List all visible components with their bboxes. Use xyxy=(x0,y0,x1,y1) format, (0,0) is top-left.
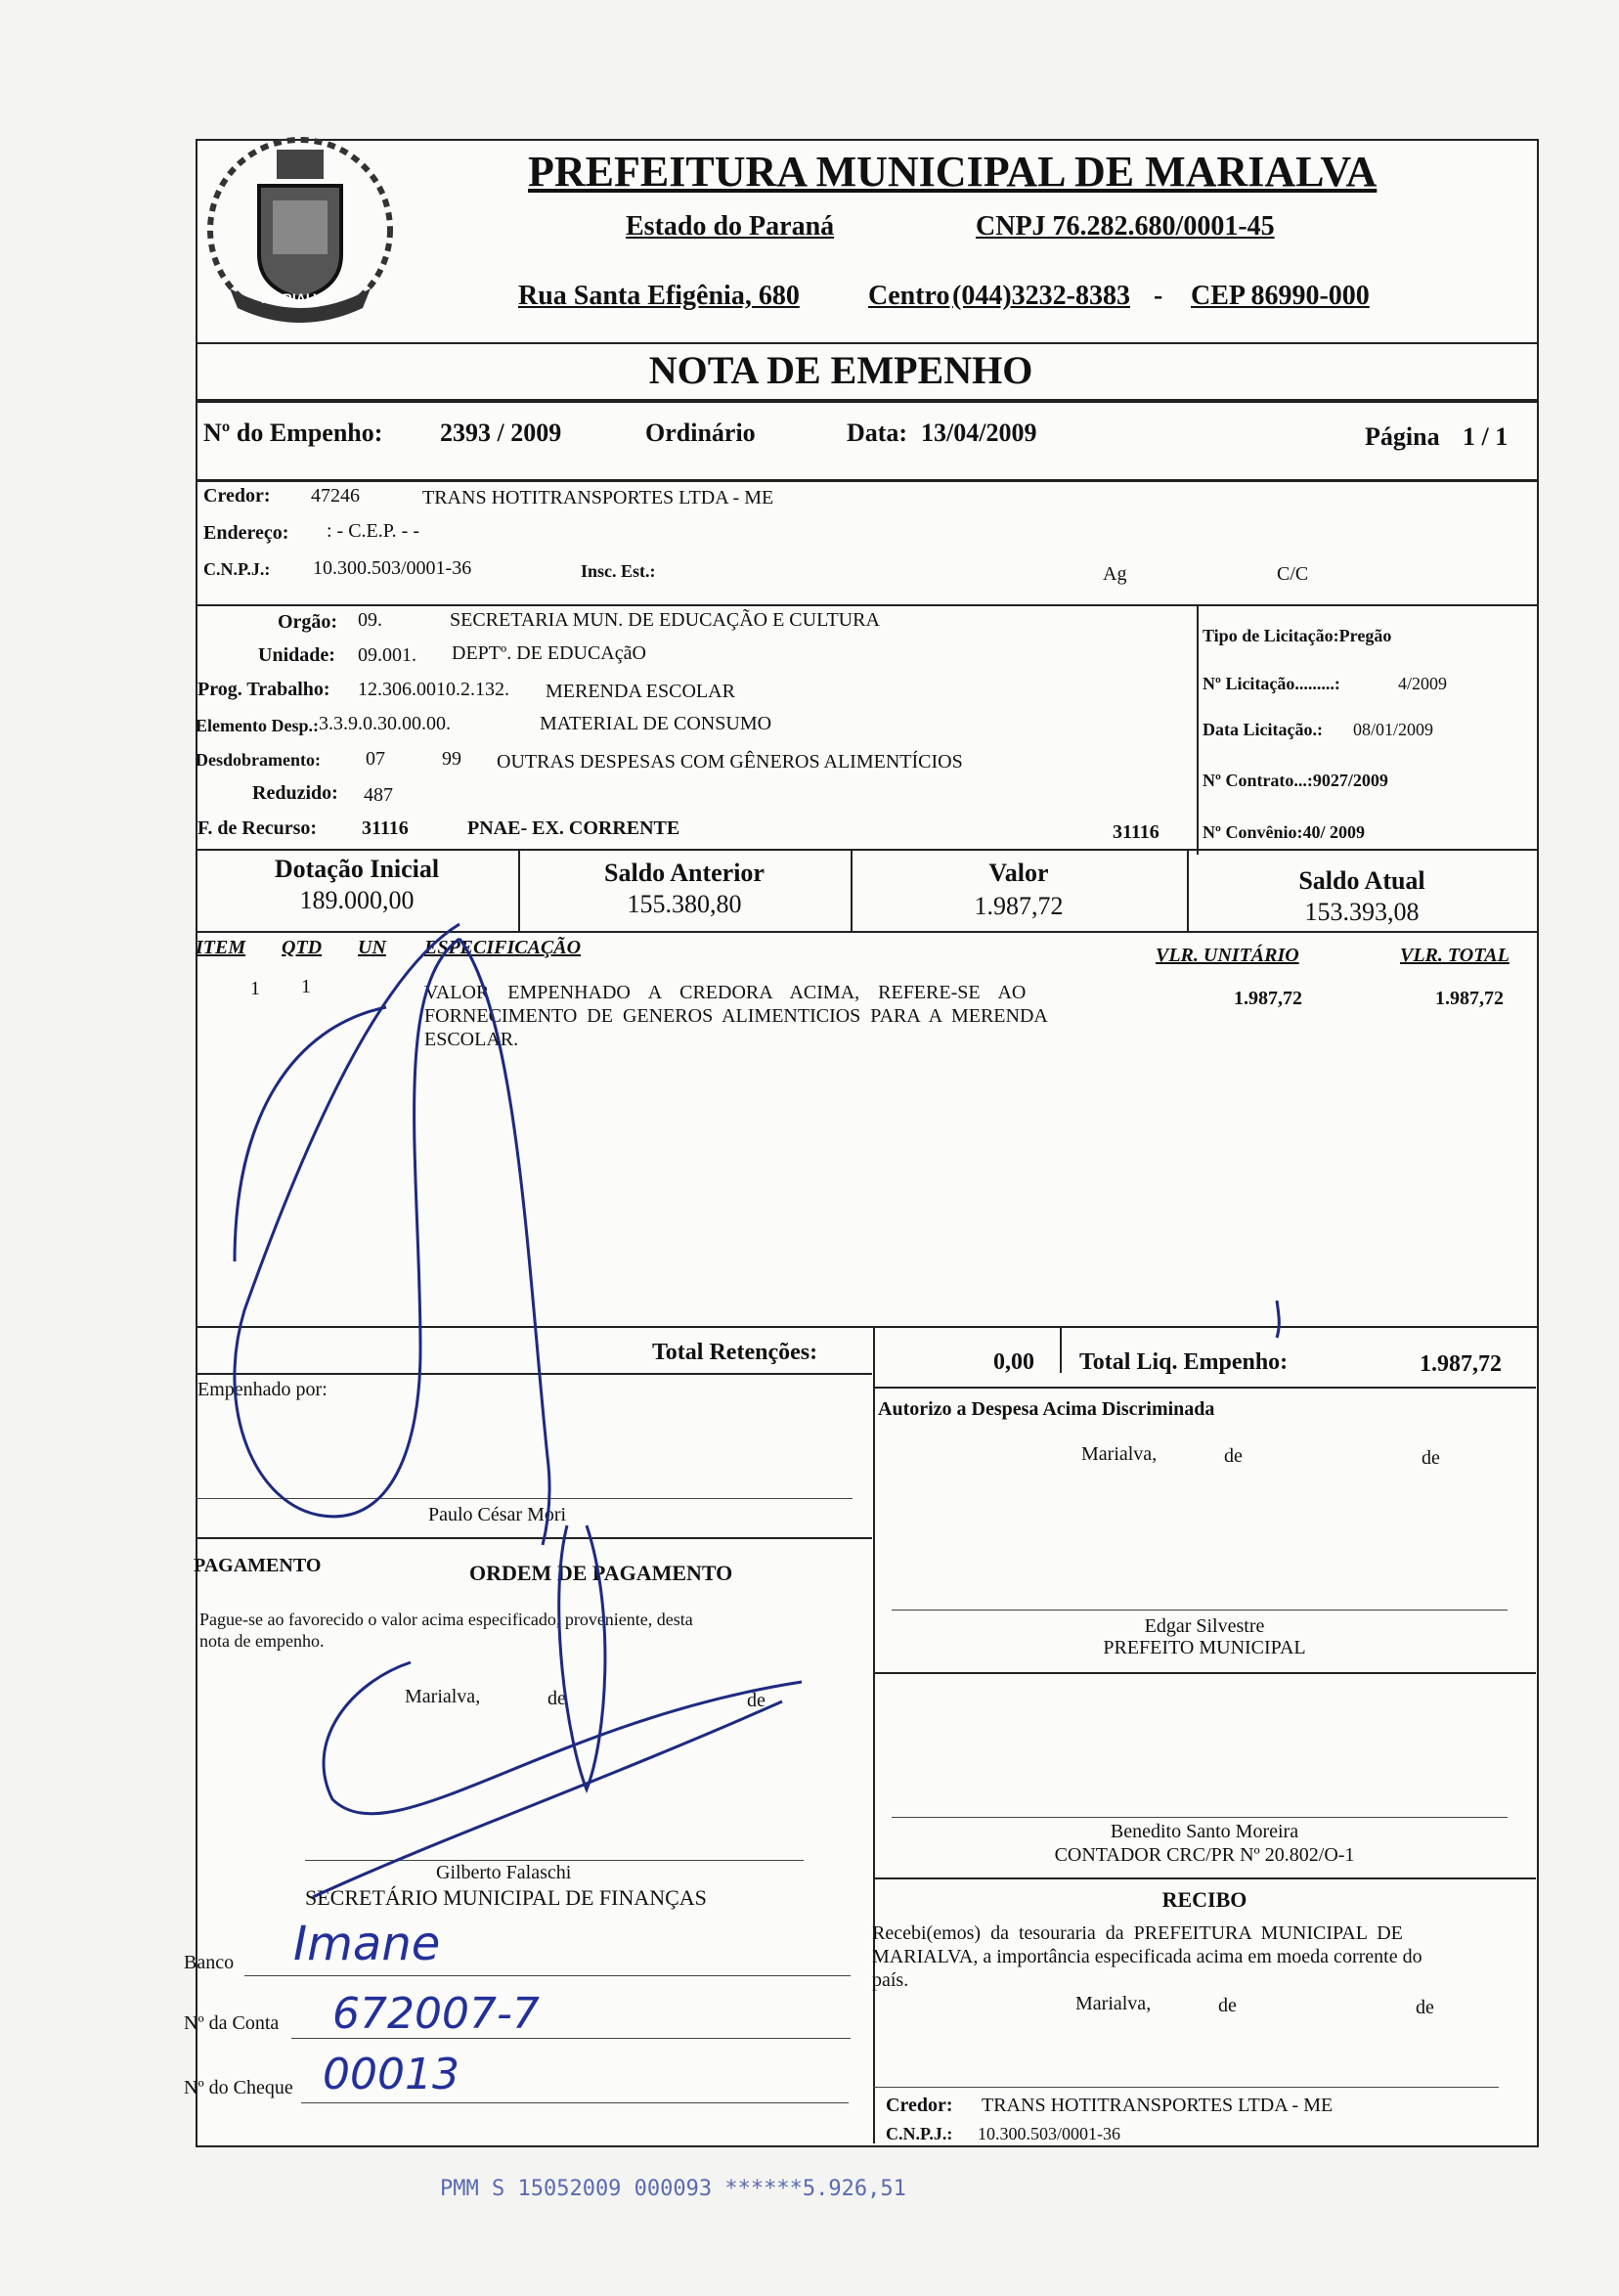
cheque-value: 00013 xyxy=(323,2050,459,2099)
empenho-number-label: Nº do Empenho: xyxy=(203,419,383,447)
cheque-label: Nº do Cheque xyxy=(184,2077,293,2098)
secretario-signer: Gilberto Falaschi xyxy=(436,1862,572,1883)
crest-text: MARIALVA xyxy=(261,290,331,306)
retencoes-label: Total Retenções: xyxy=(652,1340,818,1365)
autorizo-de2: de xyxy=(1422,1447,1440,1469)
state: Estado do Paraná xyxy=(626,211,835,242)
desdobramento-label: Desdobramento: xyxy=(196,750,321,770)
prog-label: Prog. Trabalho: xyxy=(197,679,330,700)
credor-label: Credor: xyxy=(203,485,271,507)
row-total: 1.987,72 xyxy=(1435,988,1504,1009)
col-total: VLR. TOTAL xyxy=(1400,945,1510,966)
recibo-text-line1: Recebi(emos) da tesouraria da PREFEITURA MUNICIPAL DE xyxy=(872,1922,1403,1944)
tipo-licitacao: Tipo de Licitação:Pregão xyxy=(1203,626,1392,645)
desdobramento-name: OUTRAS DESPESAS COM GÊNEROS ALIMENTÍCIOS xyxy=(497,751,963,773)
autorizo-de1: de xyxy=(1224,1445,1243,1467)
recibo-credor-label: Credor: xyxy=(886,2095,953,2116)
address-label: Endereço: xyxy=(203,522,289,544)
pagamento-de1: de xyxy=(547,1688,566,1709)
address: Rua Santa Efigênia, 680 xyxy=(518,281,800,311)
ordem-pagamento-title: ORDEM DE PAGAMENTO xyxy=(469,1561,733,1585)
prog-name: MERENDA ESCOLAR xyxy=(546,681,735,702)
autorizo-signer: Edgar Silvestre xyxy=(1144,1615,1265,1637)
cep: CEP 86990-000 xyxy=(1191,281,1370,311)
recibo-text-line3: país. xyxy=(872,1969,909,1991)
pagamento-de2: de xyxy=(747,1690,766,1711)
col-un: UN xyxy=(358,937,386,958)
recurso-code: 31116 xyxy=(362,817,409,839)
credor-address: : - C.E.P. - - xyxy=(327,520,419,542)
autorizo-title: Autorizo a Despesa Acima Discriminada xyxy=(878,1398,1215,1420)
row-spec-line3: ESCOLAR. xyxy=(424,1029,519,1050)
banco-value: Imane xyxy=(293,1917,441,1971)
dotacao-value: 189.000,00 xyxy=(299,886,415,914)
licitacao-number-label: Nº Licitação.........: xyxy=(1203,674,1340,693)
valor-value: 1.987,72 xyxy=(974,892,1064,920)
row-spec-line1: VALOR EMPENHADO A CREDORA ACIMA, REFERE-SE AO xyxy=(424,982,1027,1003)
district: Centro xyxy=(868,281,950,311)
processing-stamp: PMM S 15052009 000093 ******5.926,51 xyxy=(440,2177,906,2201)
recibo-de1: de xyxy=(1218,1995,1237,2016)
empenho-number: 2393 / 2009 xyxy=(440,419,562,447)
recurso-name: PNAE- EX. CORRENTE xyxy=(467,817,680,839)
conta-label: Nº da Conta xyxy=(184,2012,280,2034)
valor-label: Valor xyxy=(988,859,1049,887)
recibo-cnpj-label: C.N.P.J.: xyxy=(886,2124,953,2143)
saldo-atual-label: Saldo Atual xyxy=(1298,866,1425,895)
cep-separator: - xyxy=(1154,281,1163,311)
page-label: Página xyxy=(1365,422,1440,451)
desdobramento-sub: 99 xyxy=(442,748,461,770)
page-number: 1 / 1 xyxy=(1463,422,1509,451)
unidade-label: Unidade: xyxy=(258,644,335,666)
phone: (044)3232-8383 xyxy=(952,281,1130,311)
elemento-name: MATERIAL DE CONSUMO xyxy=(540,713,772,734)
recibo-text-line2: MARIALVA, a importância especificada acima em moeda corrente do xyxy=(872,1946,1422,1967)
unidade-code: 09.001. xyxy=(358,644,416,666)
saldo-atual-value: 153.393,08 xyxy=(1304,898,1420,926)
liquido-value: 1.987,72 xyxy=(1420,1351,1502,1377)
conta-value: 672007-7 xyxy=(332,1989,540,2039)
desdobramento-code: 07 xyxy=(366,748,385,770)
pagamento-text-line2: nota de empenho. xyxy=(199,1631,325,1651)
recibo-title: RECIBO xyxy=(1161,1887,1247,1912)
row-qtd: 1 xyxy=(301,976,311,997)
recibo-de2: de xyxy=(1416,1997,1434,2018)
pagamento-text-line1: Pague-se ao favorecido o valor acima especificado, proveniente, desta xyxy=(199,1610,693,1629)
credor-name: TRANS HOTITRANSPORTES LTDA - ME xyxy=(422,487,774,508)
licitacao-number: 4/2009 xyxy=(1398,674,1448,693)
recurso-label: F. de Recurso: xyxy=(197,817,318,839)
cc-label: C/C xyxy=(1277,563,1309,585)
credor-code: 47246 xyxy=(311,485,360,507)
licitacao-date-label: Data Licitação.: xyxy=(1203,720,1323,739)
col-spec: ESPECIFICAÇÃO xyxy=(424,937,582,958)
insc-label: Insc. Est.: xyxy=(581,561,656,581)
recibo-credor-name: TRANS HOTITRANSPORTES LTDA - ME xyxy=(982,2095,1334,2116)
row-unit-price: 1.987,72 xyxy=(1234,988,1302,1009)
orgao-name: SECRETARIA MUN. DE EDUCAÇÃO E CULTURA xyxy=(450,609,880,631)
saldo-anterior-value: 155.380,80 xyxy=(627,890,742,918)
cnpj-label: C.N.P.J.: xyxy=(203,559,271,579)
orgao-code: 09. xyxy=(358,609,382,631)
pagamento-label: PAGAMENTO xyxy=(194,1555,322,1576)
cnpj-header: CNPJ 76.282.680/0001-45 xyxy=(976,211,1275,242)
dotacao-label: Dotação Inicial xyxy=(274,855,440,883)
recibo-cnpj: 10.300.503/0001-36 xyxy=(978,2124,1120,2143)
saldo-anterior-label: Saldo Anterior xyxy=(604,859,765,887)
contador-role: CONTADOR CRC/PR Nº 20.802/O-1 xyxy=(1054,1844,1355,1866)
recibo-city: Marialva, xyxy=(1075,1993,1152,2014)
licitacao-date: 08/01/2009 xyxy=(1353,720,1434,739)
reduzido-label: Reduzido: xyxy=(252,782,338,804)
elemento-code: 3.3.9.0.30.00.00. xyxy=(319,713,451,734)
convenio: Nº Convênio:40/ 2009 xyxy=(1203,822,1365,842)
banco-label: Banco xyxy=(184,1952,235,1973)
credor-cnpj: 10.300.503/0001-36 xyxy=(313,557,472,579)
row-item: 1 xyxy=(250,978,260,999)
empenhado-label: Empenhado por: xyxy=(197,1379,328,1400)
date-value: 13/04/2009 xyxy=(921,419,1037,447)
secretario-role: SECRETÁRIO MUNICIPAL DE FINANÇAS xyxy=(305,1885,707,1910)
col-qtd: QTD xyxy=(282,937,323,958)
liquido-label: Total Liq. Empenho: xyxy=(1079,1349,1289,1375)
recurso-code-right: 31116 xyxy=(1113,821,1160,843)
col-unit-price: VLR. UNITÁRIO xyxy=(1156,945,1299,966)
empenhado-signer: Paulo César Mori xyxy=(428,1504,567,1525)
pagamento-city: Marialva, xyxy=(405,1686,481,1707)
unidade-name: DEPTº. DE EDUCAçãO xyxy=(452,642,646,664)
col-item: ITEM xyxy=(196,937,246,958)
autorizo-role: PREFEITO MUNICIPAL xyxy=(1103,1637,1306,1658)
document-title: NOTA DE EMPENHO xyxy=(648,348,1033,392)
retencoes-value: 0,00 xyxy=(993,1349,1034,1375)
row-spec-line2: FORNECIMENTO DE GENEROS ALIMENTICIOS PARA A MERENDA xyxy=(424,1005,1048,1027)
prog-code: 12.306.0010.2.132. xyxy=(358,679,509,700)
orgao-label: Orgão: xyxy=(278,611,338,633)
autorizo-city: Marialva, xyxy=(1081,1443,1158,1465)
contador-name: Benedito Santo Moreira xyxy=(1110,1821,1299,1842)
contrato: Nº Contrato...:9027/2009 xyxy=(1203,771,1388,790)
ag-label: Ag xyxy=(1103,563,1127,585)
date-label: Data: xyxy=(847,419,908,447)
reduzido-value: 487 xyxy=(364,784,393,806)
empenho-type: Ordinário xyxy=(645,419,756,447)
page-title: PREFEITURA MUNICIPAL DE MARIALVA xyxy=(528,148,1378,196)
elemento-label: Elemento Desp.: xyxy=(196,716,319,735)
